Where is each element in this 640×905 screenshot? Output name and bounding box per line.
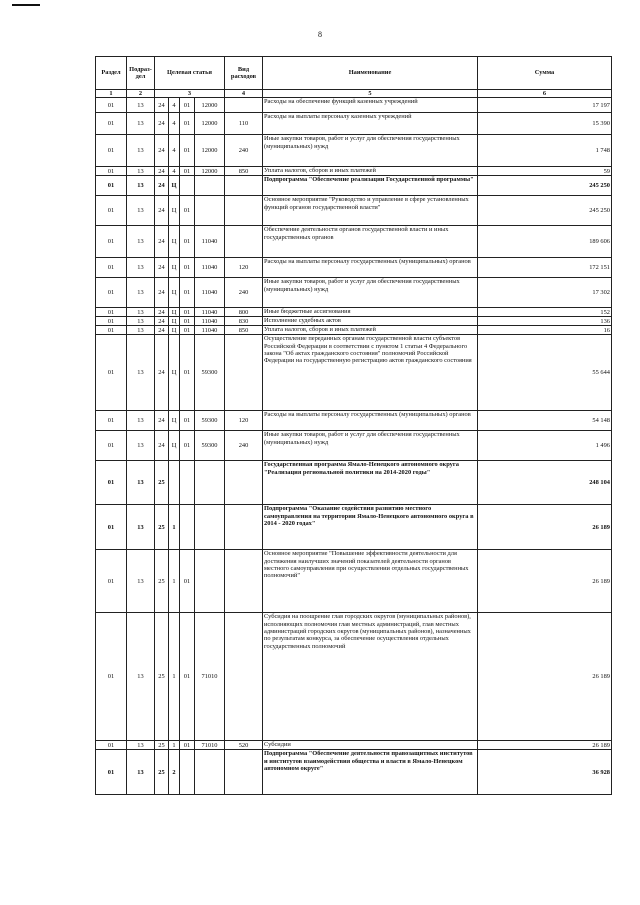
cell-target-subprogram: 1: [169, 741, 180, 750]
cell-sum: 17 302: [478, 278, 612, 308]
column-numbering-row: [96, 90, 612, 98]
table-row: [96, 308, 612, 317]
cell-target-direction: [195, 750, 225, 795]
table-row: [96, 176, 612, 196]
cell-target-event: 01: [180, 113, 195, 135]
cell-name: Субсидии: [263, 741, 478, 750]
cell-target-direction: [195, 505, 225, 550]
header-sum: Сумма: [478, 57, 612, 90]
cell-target-subprogram: Ц: [169, 411, 180, 431]
cell-name: Уплата налогов, сборов и иных платежей: [263, 167, 478, 176]
table-row: [96, 550, 612, 613]
cell-section: 01: [96, 411, 127, 431]
cell-target-program: 24: [155, 278, 169, 308]
cell-sum: 15 390: [478, 113, 612, 135]
cell-target-subprogram: 1: [169, 505, 180, 550]
cell-target-subprogram: Ц: [169, 308, 180, 317]
table-row: [96, 226, 612, 258]
cell-sum: 136: [478, 317, 612, 326]
cell-target-subprogram: 4: [169, 113, 180, 135]
header-subsection: Подраз- дел: [127, 57, 155, 90]
cell-expense-type: [225, 196, 263, 226]
table-row: [96, 196, 612, 226]
table-row: [96, 167, 612, 176]
cell-target-subprogram: Ц: [169, 258, 180, 278]
table-row: [96, 461, 612, 505]
cell-target-direction: 12000: [195, 135, 225, 167]
cell-expense-type: [225, 176, 263, 196]
cell-target-program: 24: [155, 226, 169, 258]
cell-target-subprogram: 1: [169, 550, 180, 613]
cell-expense-type: 850: [225, 326, 263, 335]
cell-expense-type: [225, 226, 263, 258]
cell-target-event: 01: [180, 278, 195, 308]
cell-section: 01: [96, 335, 127, 411]
cell-name: Иные закупки товаров, работ и услуг для обеспечения государственных (муниципальных) нужд: [263, 135, 478, 167]
cell-target-event: 01: [180, 135, 195, 167]
cell-target-direction: 11040: [195, 308, 225, 317]
cell-target-subprogram: 4: [169, 98, 180, 113]
cell-subsection: 13: [127, 308, 155, 317]
cell-target-event: 01: [180, 411, 195, 431]
cell-section: 01: [96, 226, 127, 258]
cell-section: 01: [96, 505, 127, 550]
cell-name: Основное мероприятие "Руководство и управление в сфере установленных функций органов государственной власти": [263, 196, 478, 226]
cell-name: Обеспечение деятельности органов государственной власти и иных государственных органов: [263, 226, 478, 258]
cell-subsection: 13: [127, 431, 155, 461]
cell-subsection: 13: [127, 98, 155, 113]
cell-subsection: 13: [127, 196, 155, 226]
cell-target-event: 01: [180, 98, 195, 113]
cell-target-direction: 59300: [195, 411, 225, 431]
column-number: 3: [155, 90, 225, 98]
cell-target-program: 24: [155, 196, 169, 226]
cell-sum: 189 606: [478, 226, 612, 258]
table-row: [96, 278, 612, 308]
cell-target-event: 01: [180, 226, 195, 258]
column-number: 2: [127, 90, 155, 98]
table-row: [96, 326, 612, 335]
cell-name: Подпрограмма "Обеспечение деятельности правозащитных институтов и институтов взаимодействия общества и власти в Ямало-Ненецком автономном округе": [263, 750, 478, 795]
cell-target-program: 25: [155, 461, 169, 505]
cell-sum: 245 250: [478, 196, 612, 226]
cell-sum: 248 104: [478, 461, 612, 505]
cell-target-subprogram: Ц: [169, 278, 180, 308]
cell-name: Подпрограмма "Обеспечение реализации Государственной программы": [263, 176, 478, 196]
cell-expense-type: 800: [225, 308, 263, 317]
cell-target-subprogram: Ц: [169, 317, 180, 326]
cell-sum: 1 748: [478, 135, 612, 167]
cell-section: 01: [96, 258, 127, 278]
cell-target-subprogram: 4: [169, 167, 180, 176]
cell-name: Иные бюджетные ассигнования: [263, 308, 478, 317]
cell-target-program: 24: [155, 167, 169, 176]
cell-subsection: 13: [127, 335, 155, 411]
cell-target-subprogram: 1: [169, 613, 180, 741]
table-row: [96, 258, 612, 278]
table-row: [96, 613, 612, 741]
cell-target-program: 25: [155, 741, 169, 750]
cell-target-direction: 71010: [195, 741, 225, 750]
cell-name: Расходы на выплаты персоналу казенных учреждений: [263, 113, 478, 135]
cell-expense-type: 830: [225, 317, 263, 326]
cell-sum: 36 928: [478, 750, 612, 795]
cell-expense-type: [225, 461, 263, 505]
budget-table: [95, 56, 612, 795]
cell-target-program: 24: [155, 258, 169, 278]
cell-target-event: 01: [180, 326, 195, 335]
cell-expense-type: [225, 335, 263, 411]
header-name: Наименование: [263, 57, 478, 90]
cell-target-event: 01: [180, 317, 195, 326]
table-row: [96, 431, 612, 461]
cell-sum: 1 496: [478, 431, 612, 461]
cell-target-subprogram: Ц: [169, 431, 180, 461]
column-number: 4: [225, 90, 263, 98]
cell-expense-type: 520: [225, 741, 263, 750]
cell-section: 01: [96, 135, 127, 167]
cell-target-program: 25: [155, 550, 169, 613]
header-expense-type: Вид расходов: [225, 57, 263, 90]
cell-name: Иные закупки товаров, работ и услуг для обеспечения государственных (муниципальных) нужд: [263, 431, 478, 461]
cell-target-event: [180, 750, 195, 795]
table-row: [96, 113, 612, 135]
header-row: [96, 57, 612, 90]
cell-target-subprogram: Ц: [169, 326, 180, 335]
cell-target-direction: 11040: [195, 226, 225, 258]
cell-expense-type: 110: [225, 113, 263, 135]
header-section: Раздел: [96, 57, 127, 90]
cell-subsection: 13: [127, 411, 155, 431]
cell-section: 01: [96, 317, 127, 326]
cell-sum: 245 250: [478, 176, 612, 196]
cell-sum: 26 189: [478, 741, 612, 750]
cell-section: 01: [96, 326, 127, 335]
column-number: 5: [263, 90, 478, 98]
cell-sum: 26 189: [478, 505, 612, 550]
cell-expense-type: [225, 550, 263, 613]
cell-target-event: 01: [180, 335, 195, 411]
column-number: 6: [478, 90, 612, 98]
cell-subsection: 13: [127, 258, 155, 278]
cell-subsection: 13: [127, 741, 155, 750]
cell-target-event: 01: [180, 613, 195, 741]
cell-subsection: 13: [127, 317, 155, 326]
cell-name: Осуществление переданных органам государственной власти субъектов Российской Федерации в соответствии с пунктом 1 статьи 4 Федерального закона "Об актах гражданского состояния" полномочий Российской Федерации на государственную регистрацию актов гражданского состояния: [263, 335, 478, 411]
cell-target-program: 24: [155, 411, 169, 431]
table-row: [96, 98, 612, 113]
cell-section: 01: [96, 167, 127, 176]
cell-expense-type: [225, 613, 263, 741]
cell-subsection: 13: [127, 113, 155, 135]
cell-name: Расходы на обеспечение функций казенных учреждений: [263, 98, 478, 113]
cell-target-subprogram: Ц: [169, 176, 180, 196]
header-target-article: Целевая статья: [155, 57, 225, 90]
table-row: [96, 750, 612, 795]
cell-expense-type: 240: [225, 278, 263, 308]
cell-target-program: 25: [155, 750, 169, 795]
cell-sum: 26 189: [478, 613, 612, 741]
cell-target-program: 24: [155, 317, 169, 326]
cell-expense-type: 240: [225, 431, 263, 461]
table-row: [96, 411, 612, 431]
cell-name: Подпрограмма "Оказание содействия развитию местного самоуправления на территории Ямало-Ненецкого автономного округа в 2014 - 2020 годах": [263, 505, 478, 550]
column-number: 1: [96, 90, 127, 98]
cell-target-subprogram: 2: [169, 750, 180, 795]
cell-subsection: 13: [127, 613, 155, 741]
cell-target-direction: 71010: [195, 613, 225, 741]
cell-section: 01: [96, 196, 127, 226]
cell-name: Исполнение судебных актов: [263, 317, 478, 326]
cell-target-event: 01: [180, 550, 195, 613]
cell-subsection: 13: [127, 505, 155, 550]
cell-target-direction: 12000: [195, 113, 225, 135]
cell-target-program: 25: [155, 613, 169, 741]
cell-target-subprogram: [169, 461, 180, 505]
cell-target-event: 01: [180, 431, 195, 461]
cell-expense-type: 120: [225, 258, 263, 278]
cell-section: 01: [96, 113, 127, 135]
table-row: [96, 335, 612, 411]
cell-section: 01: [96, 550, 127, 613]
table-row: [96, 135, 612, 167]
cell-target-subprogram: Ц: [169, 226, 180, 258]
cell-subsection: 13: [127, 226, 155, 258]
cell-target-program: 24: [155, 335, 169, 411]
cell-subsection: 13: [127, 135, 155, 167]
cell-expense-type: 850: [225, 167, 263, 176]
corner-mark: [12, 4, 40, 6]
cell-subsection: 13: [127, 461, 155, 505]
cell-name: Основное мероприятие "Повышение эффективности деятельности для достижения наилучших значений показателей деятельности органов местного самоуправления при осуществлении отдельных государственных полномочий": [263, 550, 478, 613]
cell-target-direction: [195, 176, 225, 196]
cell-target-direction: 11040: [195, 258, 225, 278]
cell-expense-type: 120: [225, 411, 263, 431]
cell-target-direction: [195, 196, 225, 226]
cell-target-program: 24: [155, 98, 169, 113]
cell-target-direction: [195, 461, 225, 505]
cell-sum: 152: [478, 308, 612, 317]
cell-target-program: 24: [155, 308, 169, 317]
cell-target-event: 01: [180, 308, 195, 317]
cell-section: 01: [96, 461, 127, 505]
cell-target-event: [180, 461, 195, 505]
cell-target-direction: 11040: [195, 278, 225, 308]
cell-subsection: 13: [127, 550, 155, 613]
cell-section: 01: [96, 176, 127, 196]
table-row: [96, 317, 612, 326]
cell-target-event: [180, 176, 195, 196]
cell-sum: 16: [478, 326, 612, 335]
cell-subsection: 13: [127, 326, 155, 335]
cell-sum: 59: [478, 167, 612, 176]
cell-name: Расходы на выплаты персоналу государственных (муниципальных) органов: [263, 411, 478, 431]
cell-subsection: 13: [127, 750, 155, 795]
cell-subsection: 13: [127, 278, 155, 308]
table-row: [96, 505, 612, 550]
cell-name: Уплата налогов, сборов и иных платежей: [263, 326, 478, 335]
cell-subsection: 13: [127, 176, 155, 196]
cell-target-direction: 59300: [195, 335, 225, 411]
cell-section: 01: [96, 98, 127, 113]
cell-section: 01: [96, 613, 127, 741]
cell-name: Расходы на выплаты персоналу государственных (муниципальных) органов: [263, 258, 478, 278]
cell-target-event: 01: [180, 196, 195, 226]
cell-name: Государственная программа Ямало-Ненецкого автономного округа "Реализация региональной политики на 2014-2020 годы": [263, 461, 478, 505]
cell-target-direction: 11040: [195, 326, 225, 335]
cell-target-direction: [195, 550, 225, 613]
cell-target-direction: 59300: [195, 431, 225, 461]
cell-target-subprogram: Ц: [169, 335, 180, 411]
cell-target-program: 24: [155, 431, 169, 461]
cell-subsection: 13: [127, 167, 155, 176]
cell-section: 01: [96, 308, 127, 317]
cell-section: 01: [96, 431, 127, 461]
cell-sum: 54 148: [478, 411, 612, 431]
cell-section: 01: [96, 741, 127, 750]
cell-target-program: 25: [155, 505, 169, 550]
cell-sum: 26 189: [478, 550, 612, 613]
cell-sum: 17 197: [478, 98, 612, 113]
cell-expense-type: [225, 750, 263, 795]
cell-section: 01: [96, 750, 127, 795]
cell-expense-type: 240: [225, 135, 263, 167]
table-body: [96, 98, 612, 795]
cell-target-event: 01: [180, 167, 195, 176]
cell-sum: 55 644: [478, 335, 612, 411]
cell-target-program: 24: [155, 135, 169, 167]
cell-expense-type: [225, 505, 263, 550]
cell-target-event: 01: [180, 741, 195, 750]
cell-target-subprogram: Ц: [169, 196, 180, 226]
cell-name: Субсидия на поощрение глав городских округов (муниципальных районов), исполняющих полномочия глав местных администраций, глав местных администраций городских округов (муниципальных районов), назначенных по результатам конкурса, за обеспечение осуществления отдельных государственных полномочий: [263, 613, 478, 741]
cell-target-program: 24: [155, 326, 169, 335]
cell-target-direction: 11040: [195, 317, 225, 326]
cell-target-direction: 12000: [195, 98, 225, 113]
cell-expense-type: [225, 98, 263, 113]
page-number: 8: [318, 30, 322, 39]
cell-target-subprogram: 4: [169, 135, 180, 167]
cell-sum: 172 151: [478, 258, 612, 278]
cell-target-event: 01: [180, 258, 195, 278]
table-row: [96, 741, 612, 750]
cell-name: Иные закупки товаров, работ и услуг для обеспечения государственных (муниципальных) нужд: [263, 278, 478, 308]
cell-target-event: [180, 505, 195, 550]
cell-section: 01: [96, 278, 127, 308]
cell-target-program: 24: [155, 113, 169, 135]
cell-target-program: 24: [155, 176, 169, 196]
cell-target-direction: 12000: [195, 167, 225, 176]
